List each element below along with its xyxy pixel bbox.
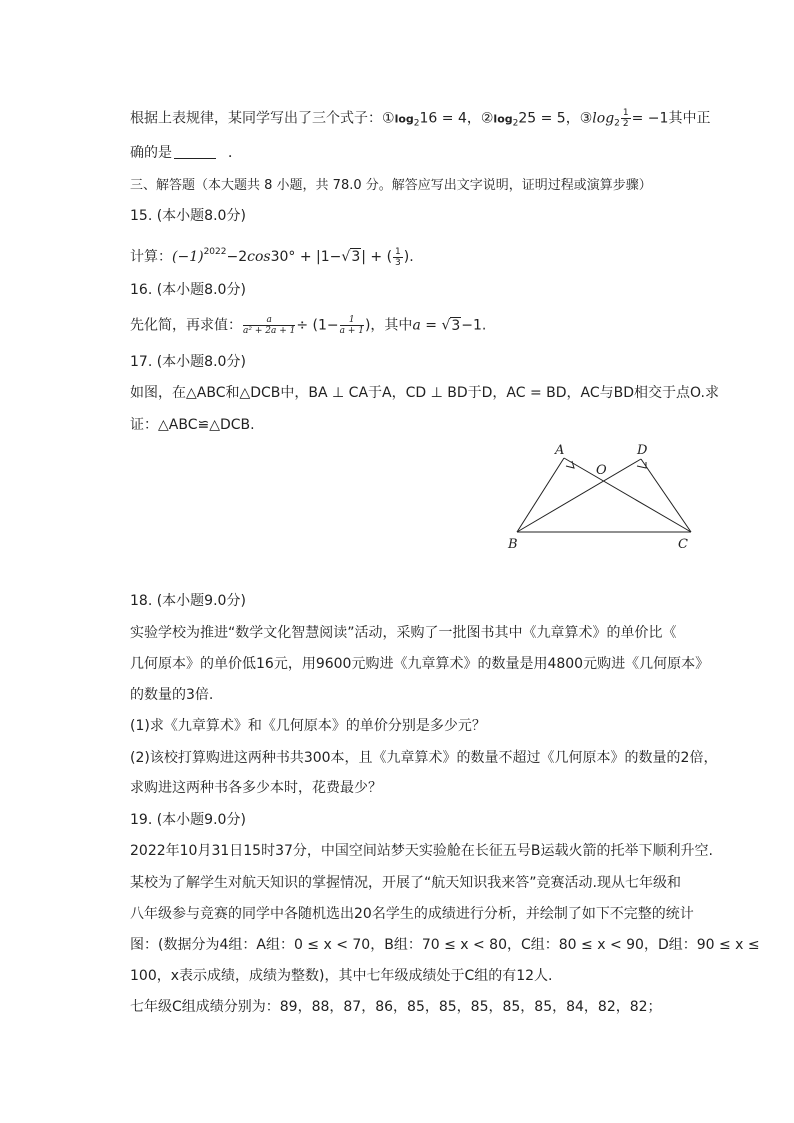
segment-bd — [517, 459, 641, 532]
math-term: | + ( — [361, 249, 393, 265]
label-c: C — [678, 537, 688, 552]
q18-line-1: 实验学校为推进“数学文化智慧阅读”活动，采购了一批图书其中《九章算术》的单价比《 — [130, 625, 677, 641]
fill-in-question-line-2 — [130, 143, 242, 163]
math-func: cos — [247, 249, 271, 265]
math-term: ). — [403, 249, 414, 265]
q16-body: 先化简，再求值： $\frac{a}{\text{a² + 2a + 1}}$ ÷ (1− $\frac{1}{a + 1}$ )，其中a = √3−1. — [130, 315, 487, 336]
fill-in-question-line-1 — [130, 108, 710, 134]
label-b: B — [508, 537, 518, 552]
expression-2: log — [493, 112, 513, 126]
math-term: 30° + |1− — [270, 249, 342, 265]
fraction: $\frac{a}{\text{a² + 2a + 1}}$ — [243, 315, 296, 336]
q17-header: 17. (本小题8.0分) — [130, 354, 246, 370]
expression-2-value: 25 = 5， — [518, 110, 580, 127]
section-header: 三、解答题（本大题共 8 小题，共 78.0 分。解答应写出文字说明，证明过程或演算步骤） — [130, 178, 652, 193]
answer-blank[interactable] — [174, 144, 216, 159]
circled-number-3: ③ — [579, 110, 593, 127]
q19-line-3: 八年级参与竞赛的同学中各随机选出20名学生的成绩进行分析，并绘制了如下不完整的统计 — [130, 906, 694, 922]
q17-line-2: 证：△ABC≌△DCB. — [130, 417, 255, 433]
q19-line-6: 七年级C组成绩分别为：89，88，87，86，85，85，85，85，85，84，82，82； — [130, 999, 662, 1015]
math-term: −1. — [461, 317, 487, 334]
circled-number-1: ① — [382, 110, 395, 127]
q18-header: 18. (本小题9.0分) — [130, 593, 246, 609]
label-o: O — [596, 463, 607, 478]
q17-line-1: 如图，在△ABC和△DCB中，BA ⊥ CA于A，CD ⊥ BD于D，AC = BD，AC与BD相交于点O.求 — [130, 385, 719, 401]
q15-header: 15. (本小题8.0分) — [130, 208, 246, 224]
q19-line-1: 2022年10月31日15时37分，中国空间站梦天实验舱在长征五号B运载火箭的托举下顺利升空. — [130, 843, 713, 859]
q16-lead: 先化简，再求值： — [130, 317, 242, 334]
exponent: 2022 — [203, 247, 227, 257]
log-base: 2 — [512, 118, 519, 129]
expression-3-value: = −1 — [631, 110, 669, 127]
expression-3: log — [592, 110, 615, 127]
segment-ba — [517, 458, 564, 532]
q19-header: 19. (本小题9.0分) — [130, 812, 246, 828]
fraction: $\frac{1}{3}$ — [395, 246, 401, 268]
sqrt-value: 3 — [351, 249, 361, 265]
q18-line-4: (1)求《九章算术》和《几何原本》的单价分别是多少元？ — [130, 718, 486, 734]
q15-body: 计算：$(-1)^{2022}-2\cos 30^\circ + |1-√3|$ + ( $\frac{1}{3}$ ). — [130, 246, 414, 268]
segment-cd — [641, 459, 691, 532]
segment-ca — [564, 458, 691, 532]
label-d: D — [637, 443, 648, 458]
q19-line-2: 某校为了解学生对航天知识的掌握情况，开展了“航天知识我来答”竞赛活动.现从七年级和 — [130, 875, 681, 891]
log-base: 2 — [614, 118, 620, 129]
question-text-end: 其中正 — [668, 110, 711, 127]
circled-number-2: ② — [480, 110, 494, 127]
expression-1-value: 16 = 4， — [419, 110, 481, 127]
math-term: ÷ (1− — [296, 317, 339, 334]
q18-line-5: (2)该校打算购进这两种书共300本，且《九章算术》的数量不超过《几何原本》的数量的2倍， — [130, 750, 718, 766]
q15-lead: 计算： — [130, 249, 172, 265]
period: ． — [228, 145, 242, 161]
q19-line-4: 图：(数据分为4组：A组：0 ≤ x < 70，B组：70 ≤ x < 80，C组：80 ≤ x < 90，D组：90 ≤ x ≤ — [130, 937, 760, 953]
q18-line-3: 的数量的3倍. — [130, 687, 214, 703]
expression-1: log — [394, 112, 414, 126]
label-a: A — [555, 443, 565, 458]
sqrt-value: 3 — [451, 317, 461, 334]
math-term: −2 — [226, 249, 248, 265]
question-text: 根据上表规律，某同学写出了三个式子： — [130, 110, 382, 127]
log-base: 2 — [413, 118, 420, 129]
q18-line-2: 几何原本》的单价低16元，用9600元购进《九章算术》的数量是用4800元购进《几何原本》 — [130, 656, 710, 672]
q19-line-5: 100，x表示成绩，成绩为整数)，其中七年级成绩处于C组的有12人. — [130, 968, 553, 984]
fraction: $\frac{1}{a + 1}$ — [339, 315, 364, 336]
math-term: )，其中 — [364, 317, 413, 334]
q18-line-6: 求购进这两种书各多少本时，花费最少？ — [130, 780, 382, 796]
q16-header: 16. (本小题8.0分) — [130, 282, 246, 298]
triangle-figure — [500, 438, 710, 558]
fraction: $\frac{1}{2}$ — [622, 108, 629, 129]
question-text: 确的是 — [130, 145, 172, 161]
math-term: (−1) — [172, 249, 204, 265]
variable: a — [412, 317, 421, 334]
